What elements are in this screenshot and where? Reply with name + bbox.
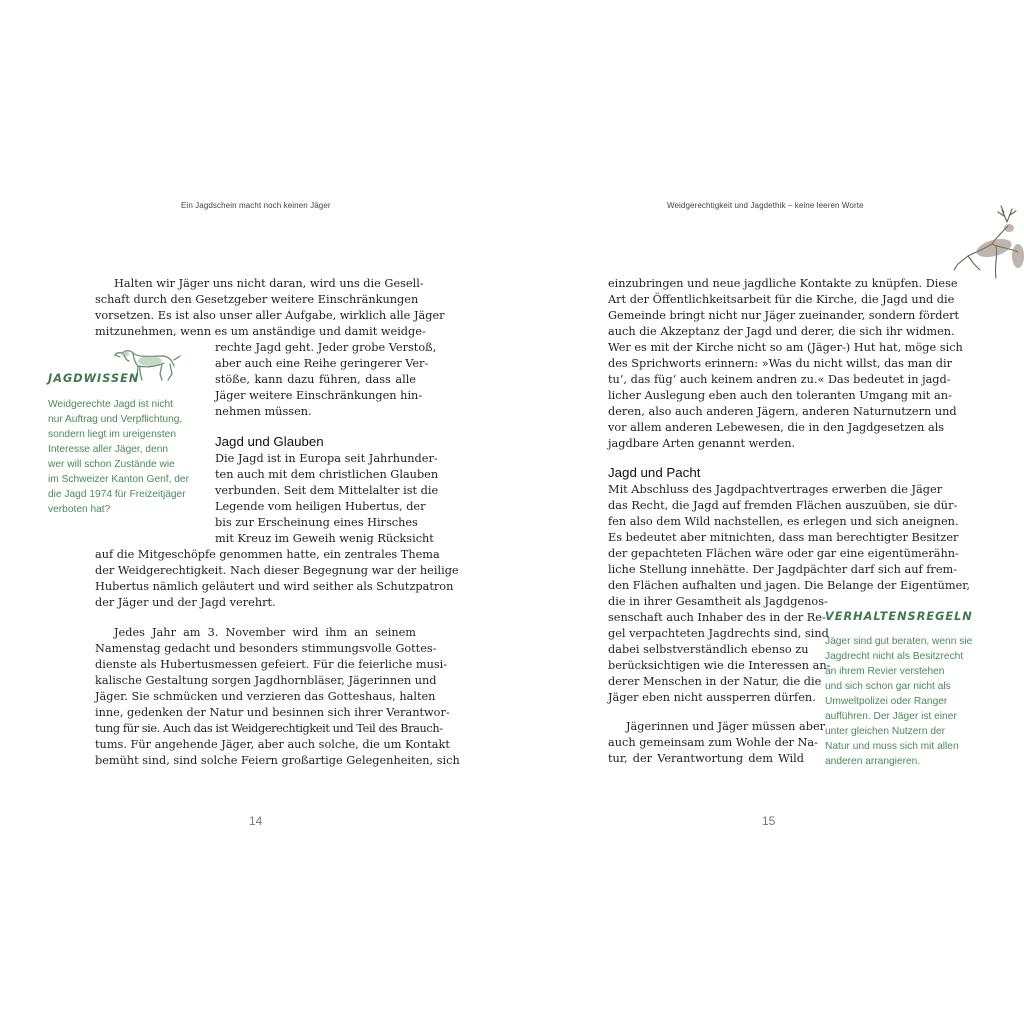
text-line: auch die Akzeptanz der Jagd und derer, die sich ihr widmen.: [608, 325, 955, 338]
text-line: mit Kreuz im Geweih wenig Rücksicht: [215, 532, 434, 545]
section-heading-jagd-und-pacht: Jagd und Pacht: [608, 465, 701, 480]
text-line: aber auch eine Reihe geringerer Ver-: [215, 357, 429, 370]
text-line: auf die Mitgeschöpfe genommen hatte, ein zentrales Thema: [95, 548, 440, 561]
text-line: auch gemeinsam zum Wohle der Na-: [608, 736, 818, 749]
text-line: ten auch mit dem christlichen Glauben: [215, 468, 439, 481]
text-line: tur, der Verantwortung dem Wild: [608, 752, 804, 765]
text-line: dienste als Hubertusmessen gefeiert. Für die feierliche musi-: [95, 658, 448, 671]
running-head-right: Weidgerechtigkeit und Jagdethik – keine leeren Worte: [667, 201, 864, 210]
sidebox-line: Jagdrecht nicht als Besitzrecht: [825, 651, 964, 662]
text-line: schaft durch den Gesetzgeber weitere Einschränkungen: [95, 293, 419, 306]
text-line: des Sprichworts erinnern: »Was du nicht willst, das man dir: [608, 357, 953, 370]
sidebox-line: Umweltpolizei oder Ranger: [825, 696, 948, 707]
text-line: vor allem anderen Lebewesen, die in den Jagdgesetzen als: [608, 421, 945, 434]
sidebox-line: im Schweizer Kanton Genf, der: [48, 474, 189, 485]
sidebox-title: VERHALTENSREGELN: [825, 610, 973, 623]
sidebox-line: sondern liegt im ureigensten: [48, 429, 176, 440]
text-line: die in ihrer Gesamtheit als Jagdgenos-: [608, 595, 828, 608]
text-line: jagdbare Arten genannt werden.: [608, 437, 796, 450]
text-line: liche Stellung innehätte. Der Jagdpächter darf sich auf frem-: [608, 563, 958, 576]
leaping-deer-illustration: [952, 204, 1024, 282]
text-line: mitzunehmen, wenn es um anständige und damit weidge-: [95, 325, 426, 338]
text-line: bemüht sind, sind solche Feiern großartige Gelegenheiten, sich: [95, 754, 460, 767]
text-line: Jäger eben nicht aussperren dürfen.: [608, 691, 816, 704]
text-line: Die Jagd ist in Europa seit Jahrhunder-: [215, 452, 438, 465]
sidebox-line: Natur und muss sich mit allen: [825, 741, 959, 752]
page-number-left: 14: [249, 814, 263, 828]
sidebox-line: die Jagd 1974 für Freizeitjäger: [48, 489, 186, 500]
text-line: Hubertus nämlich geläutert und wird seither als Schutzpatron: [95, 580, 454, 593]
sidebox-line: verboten hat?: [48, 504, 111, 515]
text-line: licher Auslegung eben auch den toleranten Umgang mit an-: [608, 389, 952, 402]
text-line: inne, gedenken der Natur und besinnen sich ihrer Verantwor-: [95, 706, 450, 719]
sidebox-line: Jäger sind gut beraten, wenn sie: [825, 636, 973, 647]
text-line: berücksichtigen wie die Interessen an-: [608, 659, 831, 672]
text-line: Jäger weitere Einschränkungen hin-: [215, 389, 423, 402]
text-line: das Recht, die Jagd auf fremden Flächen auszuüben, sie dür-: [608, 499, 958, 512]
text-line: der gepachteten Flächen wäre oder gar eine eigentümerähn-: [608, 547, 959, 560]
text-line: Jedes Jahr am 3. November wird ihm an seinem: [114, 626, 416, 639]
sidebox-line: an ihrem Revier verstehen: [825, 666, 945, 677]
sidebox-line: und sich schon gar nicht als: [825, 681, 951, 692]
text-line: Halten wir Jäger uns nicht daran, wird uns die Gesell-: [114, 277, 424, 290]
sidebox-line: anderen arrangieren.: [825, 756, 921, 767]
text-line: der Jäger und der Jagd verehrt.: [95, 596, 276, 609]
text-line: deren, also auch anderen Jägern, anderen Naturnutzern und: [608, 405, 957, 418]
text-line: Gemeinde bringt nicht nur Jäger zueinander, sondern fördert: [608, 309, 960, 322]
text-line: tu‘, das füg‘ auch keinem andren zu.« Das bedeutet in jagd-: [608, 373, 951, 386]
text-line: nehmen müssen.: [215, 405, 312, 418]
text-line: rechte Jagd geht. Jeder grobe Verstoß,: [215, 341, 437, 354]
text-line: Jägerinnen und Jäger müssen aber: [626, 720, 826, 733]
text-line: der Weidgerechtigkeit. Nach dieser Begegnung war der heilige: [95, 564, 459, 577]
page-number-right: 15: [762, 814, 776, 828]
sidebox-title: JAGDWISSEN: [48, 372, 140, 385]
sidebox-line: aufführen. Der Jäger ist einer: [825, 711, 957, 722]
text-line: einzubringen und neue jagdliche Kontakte zu knüpfen. Diese: [608, 277, 958, 290]
right-page: [512, 0, 1024, 1024]
text-line: fen also dem Wild nachstellen, es erlegen und sich aneignen.: [608, 515, 959, 528]
text-line: Namenstag gedacht und besonders stimmungsvolle Gottes-: [95, 642, 437, 655]
text-line: Es bedeutet aber mitnichten, dass man berechtigter Besitzer: [608, 531, 959, 544]
running-head-left: Ein Jagdschein macht noch keinen Jäger: [181, 201, 331, 210]
sidebox-line: wer will schon Zustände wie: [48, 459, 175, 470]
section-heading-jagd-und-glauben: Jagd und Glauben: [215, 434, 324, 449]
text-line: Legende vom heiligen Hubertus, der: [215, 500, 426, 513]
text-line: senschaft auch Inhaber des in der Re-: [608, 611, 826, 624]
text-line: tung für sie. Auch das ist Weidgerechtigkeit und Teil des Brauch-: [95, 722, 443, 735]
sidebox-line: Interesse aller Jäger, denn: [48, 444, 169, 455]
text-line: Art der Öffentlichkeitsarbeit für die Kirche, die Jagd und die: [608, 293, 955, 306]
sidebox-line: nur Auftrag und Verpflichtung,: [48, 414, 183, 425]
text-line: bis zur Erscheinung eines Hirsches: [215, 516, 418, 529]
text-line: dabei selbstverständlich ebenso zu: [608, 643, 809, 656]
sidebox-line: unter gleichen Nutzern der: [825, 726, 946, 737]
sidebox-line: Weidgerechte Jagd ist nicht: [48, 399, 173, 410]
text-line: Wer es mit der Kirche nicht so am (Jäger-) Hut hat, möge sich: [608, 341, 963, 354]
text-line: den Flächen aufhalten und jagen. Die Belange der Eigentümer,: [608, 579, 971, 592]
text-line: verbunden. Seit dem Mittelalter ist die: [215, 484, 439, 497]
text-line: derer Menschen in der Natur, die die: [608, 675, 822, 688]
text-line: tums. Für angehende Jäger, aber auch solche, die um Kontakt: [95, 738, 450, 751]
text-line: Mit Abschluss des Jagdpachtvertrages erwerben die Jäger: [608, 483, 943, 496]
text-line: kalische Gestaltung sorgen Jagdhornbläser, Jägerinnen und: [95, 674, 437, 687]
text-line: Jäger. Sie schmücken und verzieren das Gotteshaus, halten: [95, 690, 436, 703]
text-line: vorsetzen. Es ist also unser aller Aufgabe, wirklich alle Jäger: [95, 309, 445, 322]
text-line: gel verpachteten Jagdrechts sind, sind: [608, 627, 829, 640]
text-line: stöße, kann dazu führen, dass alle: [215, 373, 416, 386]
